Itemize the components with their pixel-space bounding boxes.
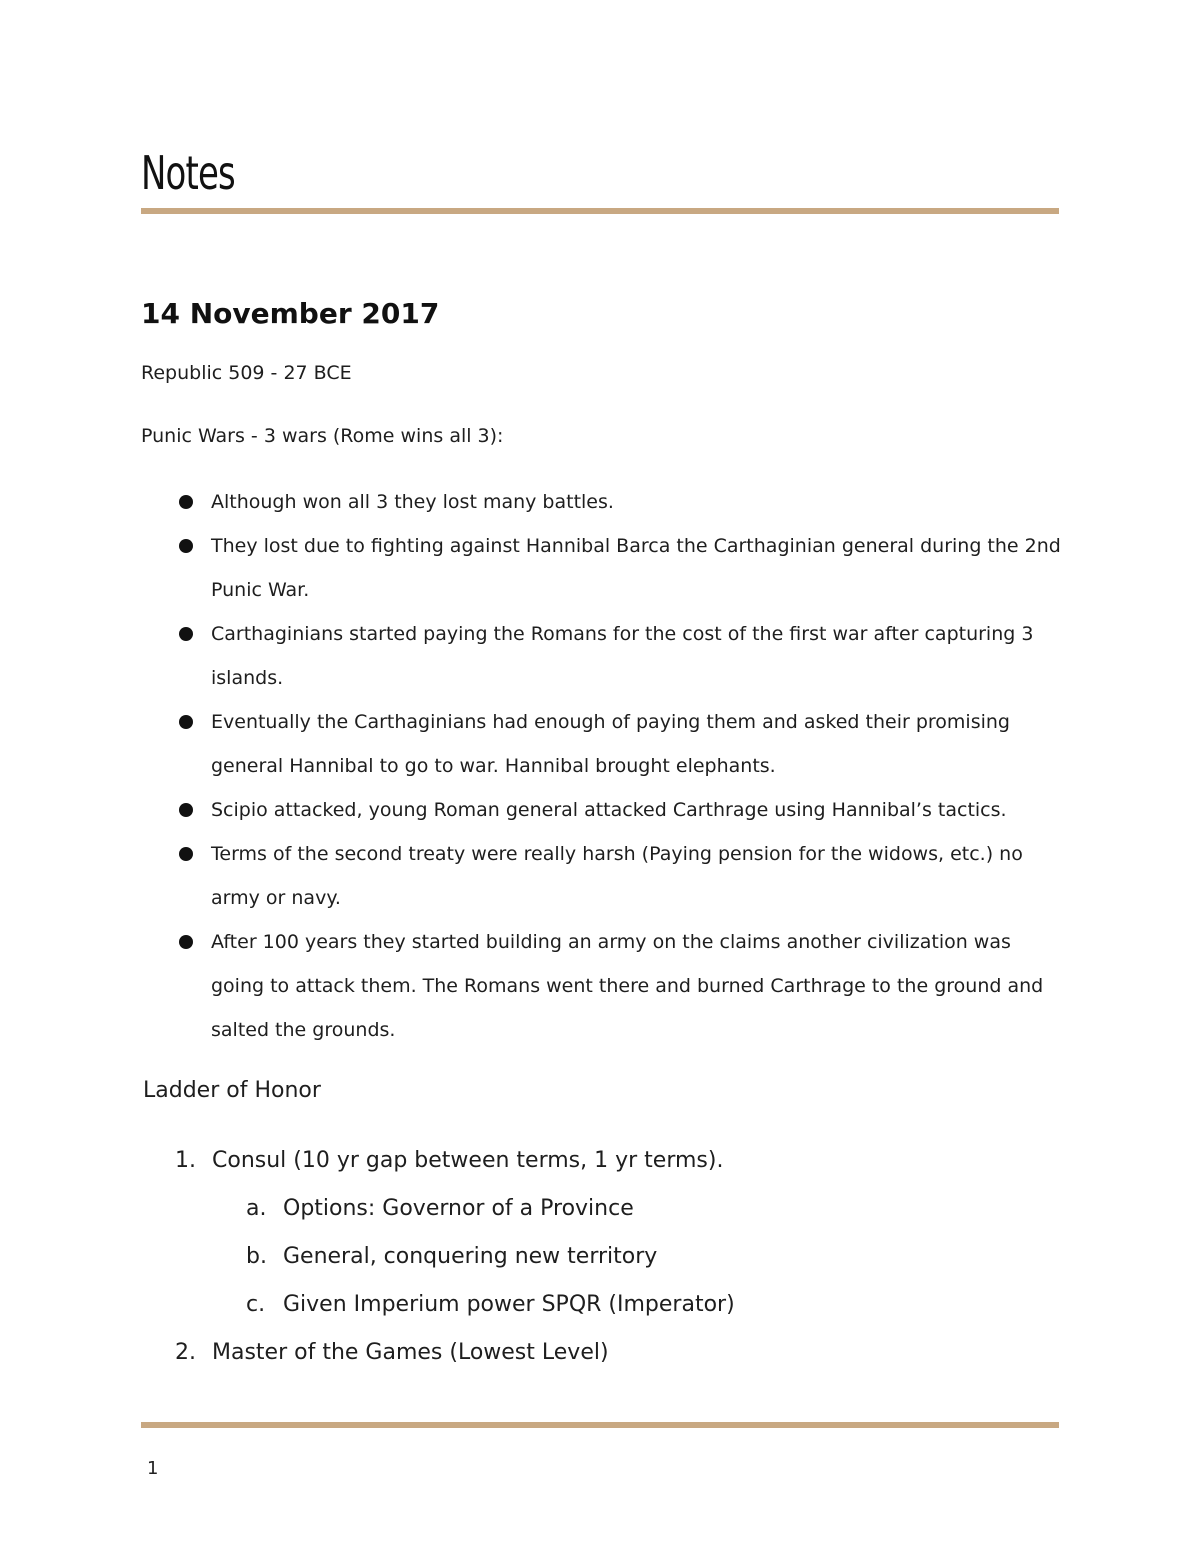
bullet-text: Eventually the Carthaginians had enough of paying them and asked their promising general Hannibal to go to war. Hannibal brought elephants. xyxy=(211,711,1010,777)
bullet-text: Carthaginians started paying the Romans for the cost of the first war after capturing 3 islands. xyxy=(211,623,1034,689)
punic-wars-intro: Punic Wars - 3 wars (Rome wins all 3): xyxy=(141,425,504,447)
bullet-item xyxy=(141,788,1061,832)
list-number: 2. xyxy=(175,1340,196,1365)
page-number: 1 xyxy=(147,1458,159,1479)
bullet-text: Terms of the second treaty were really harsh (Paying pension for the widows, etc.) no army or navy. xyxy=(211,843,1023,909)
bullet-icon xyxy=(179,539,193,553)
numbered-item-text: Master of the Games (Lowest Level) xyxy=(212,1340,609,1365)
ladder-of-honor-heading: Ladder of Honor xyxy=(143,1078,321,1103)
numbered-item-text: Consul (10 yr gap between terms, 1 yr terms). xyxy=(212,1148,724,1173)
bullet-icon xyxy=(179,495,193,509)
sub-item xyxy=(212,1185,1061,1233)
bullet-icon xyxy=(179,847,193,861)
numbered-item xyxy=(141,1329,1061,1377)
bullet-text: Scipio attacked, young Roman general attacked Carthrage using Hannibal’s tactics. xyxy=(211,799,1007,821)
bullet-icon xyxy=(179,715,193,729)
bullet-item xyxy=(141,832,1061,920)
sub-item-letter: a. xyxy=(246,1196,267,1221)
sub-item-text: Given Imperium power SPQR (Imperator) xyxy=(283,1292,735,1317)
consul-sub-list xyxy=(212,1185,1061,1329)
bullet-item xyxy=(141,920,1061,1052)
bullet-icon xyxy=(179,935,193,949)
footer-divider xyxy=(141,1422,1059,1428)
list-number: 1. xyxy=(175,1148,196,1173)
sub-item-text: General, conquering new territory xyxy=(283,1244,658,1269)
bullet-item xyxy=(141,700,1061,788)
sub-item-text: Options: Governor of a Province xyxy=(283,1196,634,1221)
bullet-text: After 100 years they started building an army on the claims another civilization was going to attack them. The Romans went there and burned Carthrage to the ground and salted the grounds. xyxy=(211,931,1044,1041)
sub-item-letter: c. xyxy=(246,1292,266,1317)
sub-item-letter: b. xyxy=(246,1244,267,1269)
numbered-item xyxy=(141,1137,1061,1329)
bullet-item xyxy=(141,524,1061,612)
ladder-of-honor-list xyxy=(141,1137,1061,1377)
punic-wars-bullet-list xyxy=(141,480,1061,1052)
sub-item xyxy=(212,1281,1061,1329)
document-title: Notes xyxy=(141,146,235,200)
bullet-icon xyxy=(179,627,193,641)
bullet-text: Although won all 3 they lost many battles. xyxy=(211,491,614,513)
title-divider xyxy=(141,208,1059,214)
bullet-text: They lost due to fighting against Hannibal Barca the Carthaginian general during the 2nd Punic War. xyxy=(211,535,1061,601)
sub-item xyxy=(212,1233,1061,1281)
date-heading: 14 November 2017 xyxy=(141,297,440,330)
bullet-item xyxy=(141,612,1061,700)
bullet-item xyxy=(141,480,1061,524)
bullet-icon xyxy=(179,803,193,817)
republic-line: Republic 509 - 27 BCE xyxy=(141,362,352,384)
